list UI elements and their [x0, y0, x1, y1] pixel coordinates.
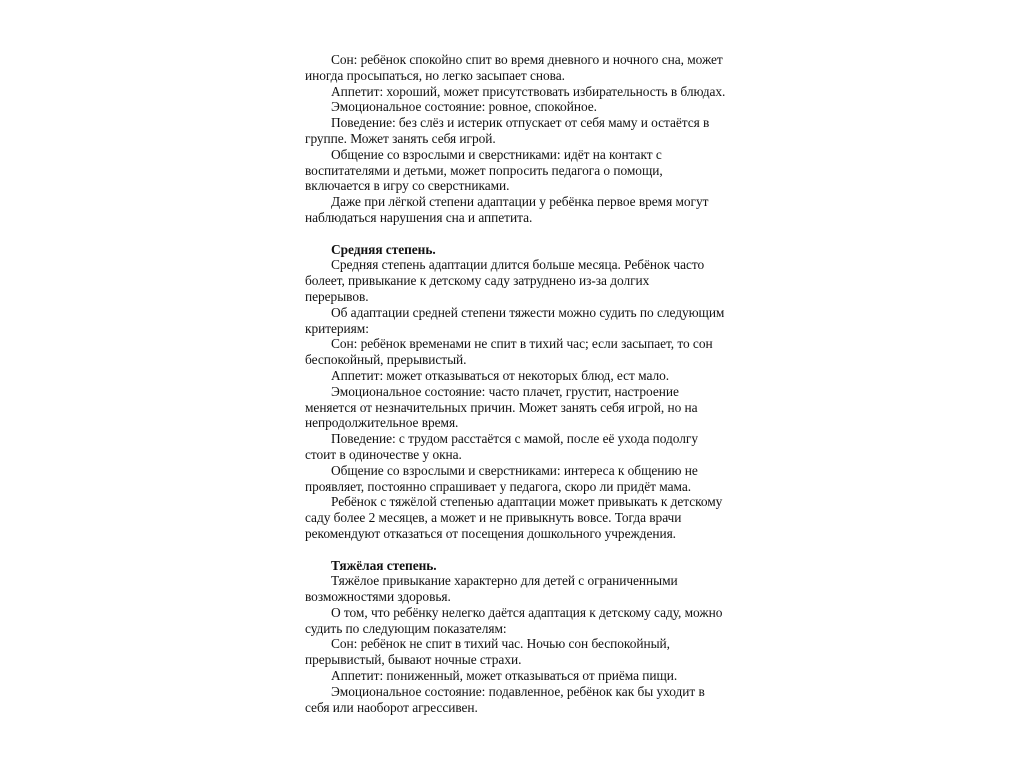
text-line: болеет, привыкание к детскому саду затруднено из-за долгих	[305, 273, 650, 289]
text-line: Аппетит: может отказываться от некоторых блюд, ест мало.	[331, 367, 670, 383]
paragraph	[305, 604, 748, 637]
section-mild	[305, 52, 748, 226]
text-line: Аппетит: пониженный, может отказываться от приёма пищи.	[331, 668, 678, 684]
text-line: наблюдаться нарушения сна и аппетита.	[305, 209, 533, 225]
paragraph	[305, 462, 748, 495]
section-heading-severe: Тяжёлая степень.	[331, 557, 437, 573]
paragraph	[305, 431, 748, 463]
text-line: Ребёнок с тяжёлой степенью адаптации может привыкать к детскому	[331, 494, 723, 510]
text-line: О том, что ребёнку нелегко даётся адаптация к детскому саду, можно	[331, 604, 723, 620]
text-line: включается в игру со сверстниками.	[305, 178, 510, 194]
text-line: рекомендуют отказаться от посещения дошкольного учреждения.	[305, 525, 676, 541]
text-line: саду более 2 месяцев, а может и не привыкнуть вовсе. Тогда врачи	[305, 510, 682, 526]
section-severe	[305, 573, 748, 715]
text-line: Поведение: с трудом расстаётся с мамой, после её ухода подолгу	[331, 431, 698, 447]
text-line: проявляет, постоянно спрашивает у педагога, скоро ли придёт мама.	[305, 478, 692, 494]
paragraph	[305, 115, 748, 147]
text-line: Об адаптации средней степени тяжести можно судить по следующим	[331, 304, 725, 320]
text-line: Аппетит: хороший, может присутствовать избирательность в блюдах.	[331, 83, 726, 99]
text-line: Сон: ребёнок не спит в тихий час. Ночью сон беспокойный,	[331, 636, 670, 652]
text-line: перерывов.	[305, 288, 369, 304]
paragraph	[305, 573, 748, 605]
text-line: Средняя степень адаптации длится больше месяца. Ребёнок часто	[331, 257, 705, 273]
text-line: судить по следующим показателям:	[305, 620, 507, 636]
paragraph	[305, 336, 748, 368]
text-line: группе. Может занять себя игрой.	[305, 130, 496, 146]
paragraph	[305, 52, 748, 84]
text-line: Сон: ребёнок временами не спит в тихий час; если засыпает, то сон	[331, 336, 713, 352]
paragraph	[318, 668, 748, 684]
text-line: прерывистый, бывают ночные страхи.	[305, 652, 522, 668]
text-line: Эмоциональное состояние: часто плачет, грустит, настроение	[331, 383, 679, 399]
section-gap	[318, 226, 748, 242]
text-line: критериям:	[305, 320, 369, 336]
paragraph	[305, 683, 748, 716]
text-line: Сон: ребёнок спокойно спит во время дневного и ночного сна, может	[331, 52, 723, 67]
paragraph	[305, 636, 748, 668]
paragraph	[305, 257, 748, 304]
paragraph	[318, 99, 748, 115]
paragraph	[305, 304, 748, 337]
text-line: себя или наоборот агрессивен.	[305, 699, 478, 715]
section-gap	[318, 542, 748, 558]
text-line: Даже при лёгкой степени адаптации у ребёнка первое время могут	[331, 194, 709, 210]
document-page	[305, 52, 748, 715]
paragraph	[305, 146, 748, 194]
text-line: меняется от незначительных причин. Может занять себя игрой, но на	[305, 399, 698, 415]
text-line: Поведение: без слёз и истерик отпускает от себя маму и остаётся в	[331, 115, 710, 131]
text-line: иногда просыпаться, но легко засыпает снова.	[305, 67, 565, 83]
text-line: Тяжёлое привыкание характерно для детей с ограниченными	[331, 573, 678, 589]
text-line: стоит в одиночестве у окна.	[305, 446, 462, 462]
paragraph	[305, 494, 748, 541]
paragraph	[305, 383, 748, 431]
text-line: непродолжительное время.	[305, 415, 459, 431]
section-medium	[305, 257, 748, 541]
text-line: Эмоциональное состояние: подавленное, ребёнок как бы уходит в	[331, 683, 705, 699]
section-heading-medium: Средняя степень.	[331, 241, 436, 257]
text-line: возможностями здоровья.	[305, 589, 451, 605]
text-line: Общение со взрослыми и сверстниками: интереса к общению не	[331, 462, 698, 478]
paragraph	[318, 84, 748, 100]
paragraph	[318, 368, 748, 384]
text-line: беспокойный, прерывистый.	[305, 352, 467, 368]
text-line: Общение со взрослыми и сверстниками: идёт на контакт с	[331, 146, 662, 162]
paragraph	[305, 194, 748, 226]
text-line: воспитателями и детьми, может попросить педагога о помощи,	[305, 162, 663, 178]
text-line: Эмоциональное состояние: ровное, спокойное.	[331, 99, 597, 115]
